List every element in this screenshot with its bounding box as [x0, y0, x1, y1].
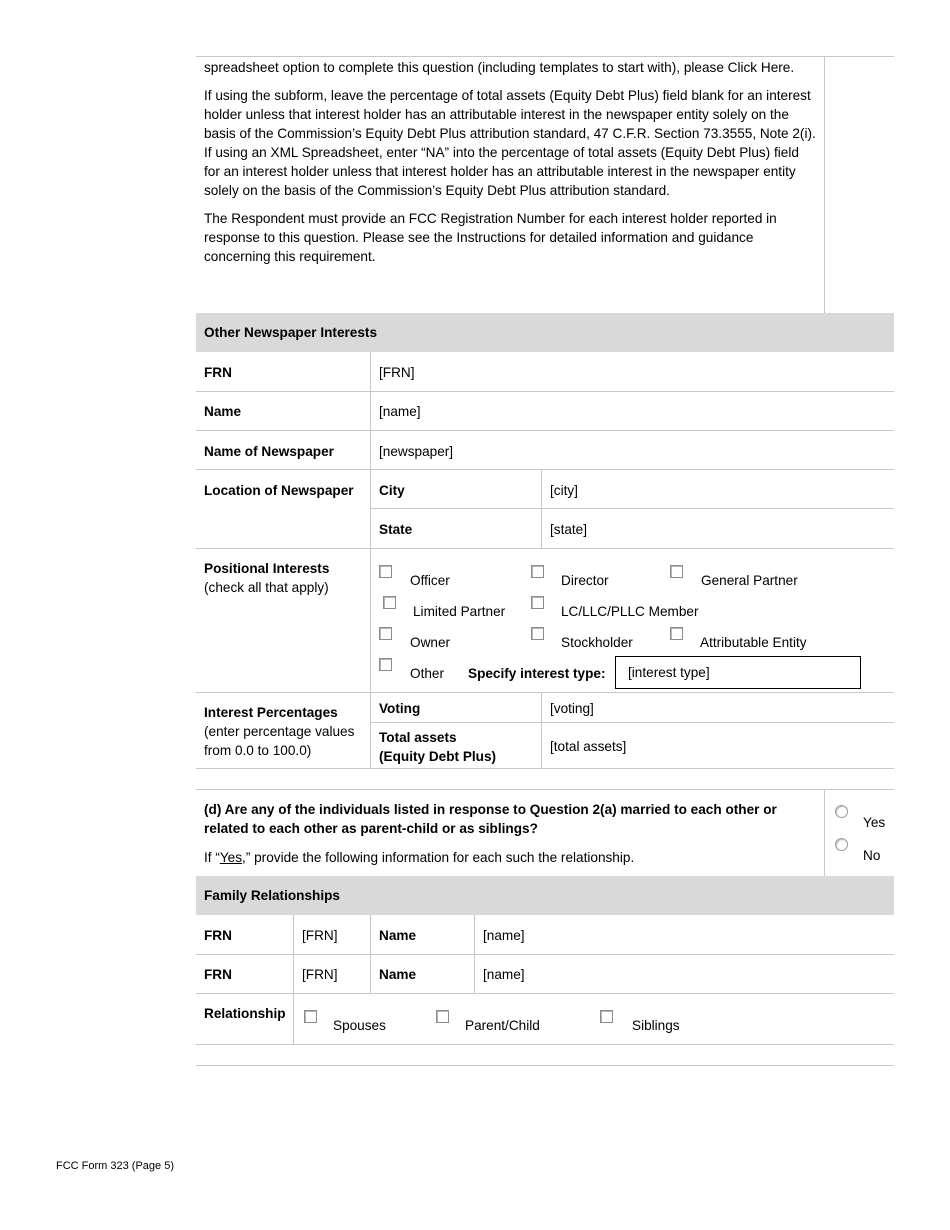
newspaper-section-header: [196, 313, 894, 352]
intro-paragraph-1: spreadsheet option to complete this question (including templates to start with), please Click Here.: [204, 60, 795, 75]
siblings-checkbox[interactable]: [600, 1010, 613, 1023]
column-rule: [541, 692, 542, 768]
attributable-entity-label: Attributable Entity: [700, 635, 807, 650]
state-field[interactable]: [state]: [550, 522, 588, 537]
stockholder-label: Stockholder: [561, 635, 633, 650]
frn-label: FRN: [204, 365, 232, 380]
stockholder-checkbox[interactable]: [531, 627, 544, 640]
row-rule: [196, 469, 894, 470]
family-section-title: Family Relationships: [204, 888, 340, 903]
name-label: Name: [204, 404, 242, 419]
intro-paragraph-2: If using the subform, leave the percentage of total assets (Equity Debt Plus) field blank for an interest holder unless that interest holder has an attributable interest in the newspaper entity solely on the basis of the Commission’s Equity Debt Plus attribution standard, 47 C.F.R. Section 73.3555, Note 2(i). If using an XML Spreadsheet, enter “NA” into the percentage of total assets (Equity Debt Plus) field for an interest holder unless that interest holder has an attributable interest in the newspaper entity solely on the basis of the Commission’s Equity Debt Plus attribution standard.: [204, 88, 816, 198]
spouses-label: Spouses: [333, 1018, 386, 1033]
family-name-field-1[interactable]: [name]: [483, 928, 525, 943]
row-rule: [196, 430, 894, 431]
note-prefix: If “: [204, 850, 220, 865]
column-rule: [474, 915, 475, 993]
column-rule: [370, 915, 371, 993]
intro-paragraph-3: The Respondent must provide an FCC Registration Number for each interest holder reported in response to this question. Please see the Instructions for detailed information and guidance concerning this requirement.: [204, 211, 777, 264]
intro-right-divider: [824, 56, 825, 313]
specify-interest-label: Specify interest type:: [468, 666, 606, 681]
row-rule: [196, 954, 894, 955]
family-name-label-1: Name: [379, 928, 417, 943]
question-d-line-1: (d) Are any of the individuals listed in response to Question 2(a) married to each other or: [204, 802, 777, 817]
note-yes: Yes: [219, 850, 243, 865]
city-field[interactable]: [city]: [550, 483, 578, 498]
row-rule: [196, 692, 894, 693]
voting-label: Voting: [379, 701, 421, 716]
column-rule: [293, 915, 294, 1044]
no-label: No: [863, 848, 881, 863]
attributable-entity-checkbox[interactable]: [670, 627, 683, 640]
siblings-label: Siblings: [632, 1018, 680, 1033]
general-partner-checkbox[interactable]: [670, 565, 683, 578]
location-label: Location of Newspaper: [204, 483, 354, 498]
page-footer: FCC Form 323 (Page 5): [56, 1160, 174, 1172]
section-rule: [196, 789, 894, 790]
relationship-label: Relationship: [204, 1006, 286, 1021]
spouses-checkbox[interactable]: [304, 1010, 317, 1023]
column-rule: [541, 469, 542, 548]
state-label: State: [379, 522, 413, 537]
bottom-rule: [196, 1065, 894, 1066]
lc-member-checkbox[interactable]: [531, 596, 544, 609]
row-rule: [196, 391, 894, 392]
no-radio[interactable]: [835, 838, 848, 851]
positional-interests-label: Positional Interests: [204, 561, 330, 576]
director-label: Director: [561, 573, 609, 588]
voting-field[interactable]: [voting]: [550, 701, 594, 716]
lc-member-label: LC/LLC/PLLC Member: [561, 604, 699, 619]
parent-child-checkbox[interactable]: [436, 1010, 449, 1023]
row-rule: [196, 768, 894, 769]
newspaper-name-label: Name of Newspaper: [204, 444, 334, 459]
row-rule: [196, 993, 894, 994]
yes-radio[interactable]: [835, 805, 848, 818]
city-label: City: [379, 483, 405, 498]
frn-field[interactable]: [FRN]: [379, 365, 415, 380]
total-assets-label: Total assets: [379, 730, 457, 745]
column-rule: [370, 352, 371, 768]
total-assets-field[interactable]: [total assets]: [550, 739, 627, 754]
family-name-label-2: Name: [379, 967, 417, 982]
parent-child-label: Parent/Child: [465, 1018, 540, 1033]
question-right-divider: [824, 789, 825, 876]
owner-checkbox[interactable]: [379, 627, 392, 640]
family-frn-field-1[interactable]: [FRN]: [302, 928, 338, 943]
interest-percentages-label: Interest Percentages: [204, 705, 338, 720]
newspaper-name-field[interactable]: [newspaper]: [379, 444, 454, 459]
interest-percentages-hint-2: from 0.0 to 100.0): [204, 743, 312, 758]
limited-partner-checkbox[interactable]: [383, 596, 396, 609]
note-suffix: ,” provide the following information for each such the relationship.: [242, 850, 635, 865]
positional-interests-hint: (check all that apply): [204, 580, 329, 595]
other-label: Other: [410, 666, 444, 681]
owner-label: Owner: [410, 635, 451, 650]
family-section-header: [196, 876, 894, 915]
officer-checkbox[interactable]: [379, 565, 392, 578]
family-frn-label-1: FRN: [204, 928, 232, 943]
family-frn-field-2[interactable]: [FRN]: [302, 967, 338, 982]
row-rule: [196, 548, 894, 549]
row-rule: [370, 722, 894, 723]
interest-percentages-hint-1: (enter percentage values: [204, 724, 355, 739]
intro-text: [204, 58, 816, 275]
general-partner-label: General Partner: [701, 573, 798, 588]
other-checkbox[interactable]: [379, 658, 392, 671]
question-d-note: [204, 848, 634, 867]
family-frn-label-2: FRN: [204, 967, 232, 982]
interest-type-input[interactable]: [615, 656, 861, 689]
newspaper-section-title: Other Newspaper Interests: [204, 325, 378, 340]
name-field[interactable]: [name]: [379, 404, 421, 419]
family-name-field-2[interactable]: [name]: [483, 967, 525, 982]
officer-label: Officer: [410, 573, 450, 588]
row-rule: [370, 508, 894, 509]
yes-label: Yes: [863, 815, 886, 830]
row-rule: [196, 1044, 894, 1045]
total-assets-sublabel: (Equity Debt Plus): [379, 749, 497, 764]
question-d-line-2: related to each other as parent-child or as siblings?: [204, 821, 538, 836]
limited-partner-label: Limited Partner: [413, 604, 506, 619]
director-checkbox[interactable]: [531, 565, 544, 578]
interest-type-value: [interest type]: [628, 665, 710, 680]
top-rule: [196, 56, 894, 57]
